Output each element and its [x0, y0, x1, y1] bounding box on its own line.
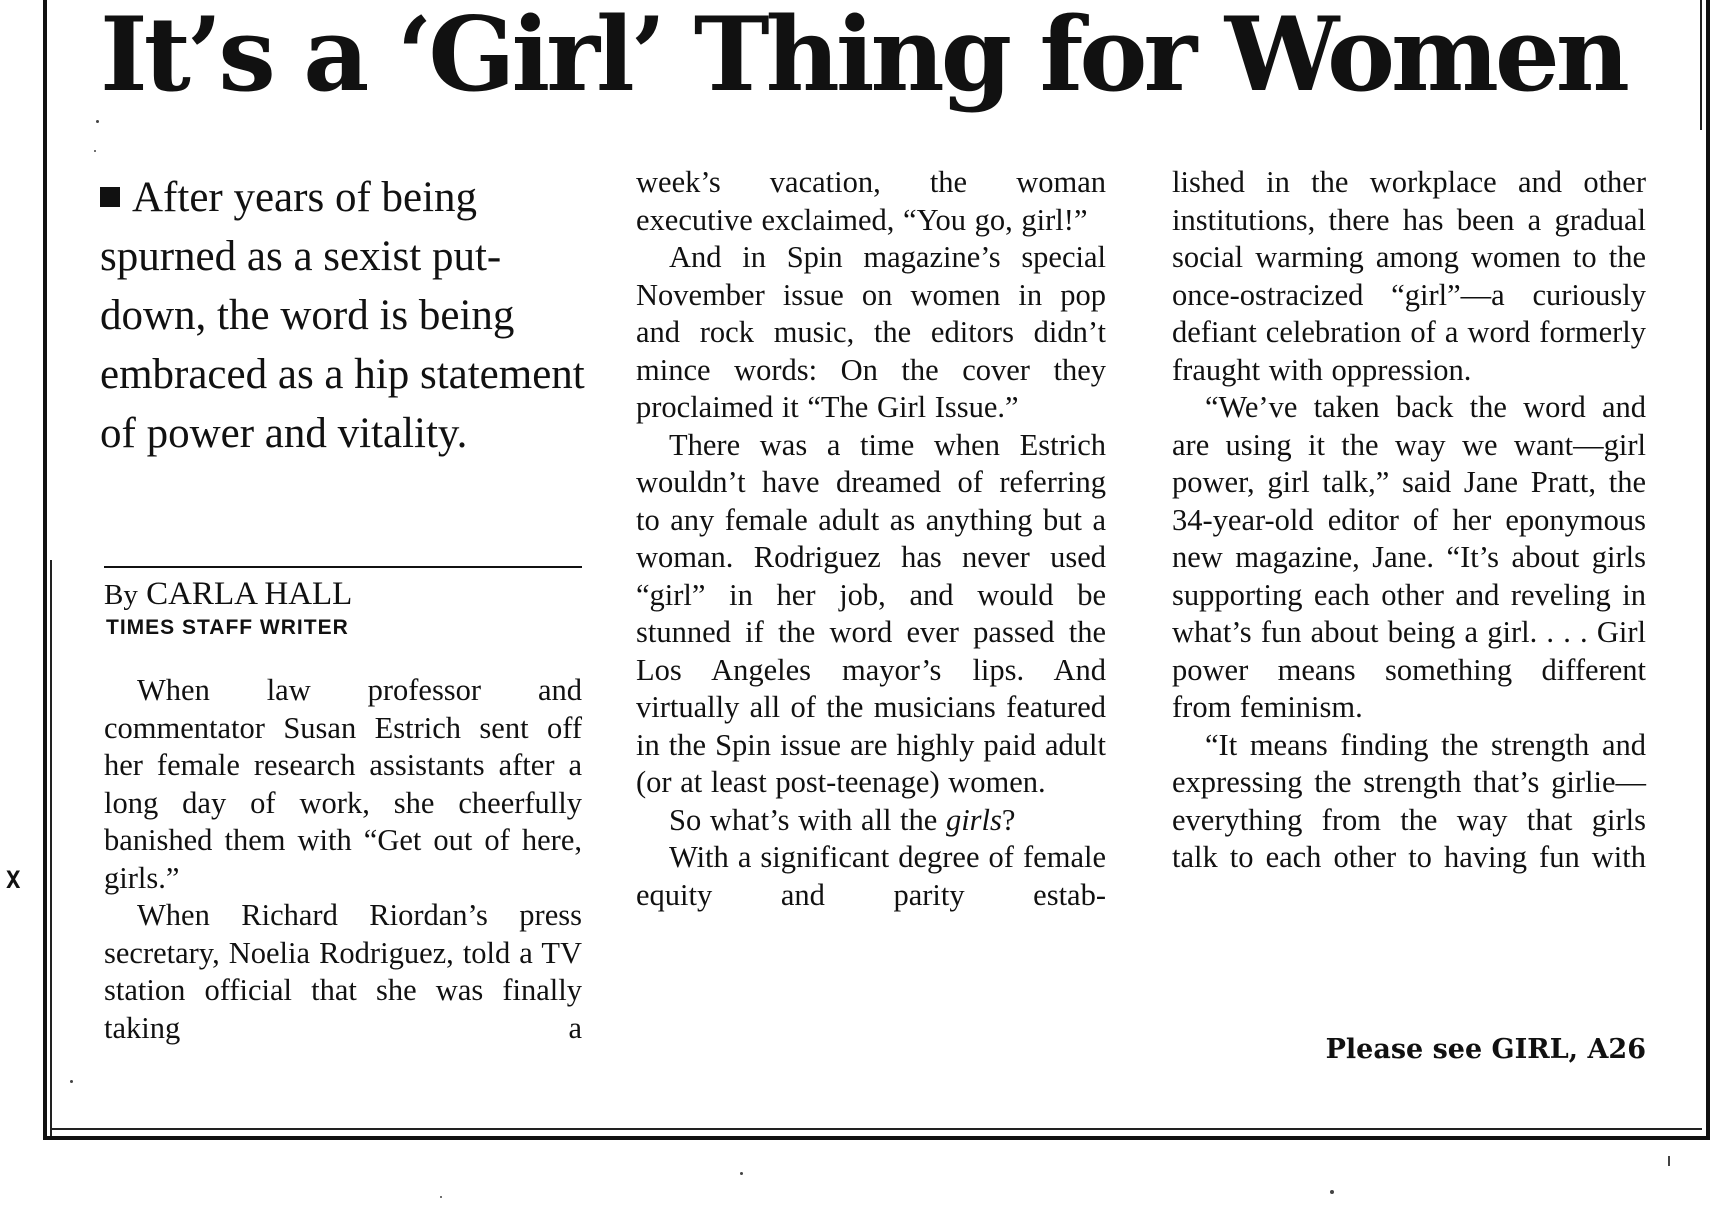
paragraph: When law professor and commentator Susan Estrich sent off her female research assistants after a long day of work, she cheerfully banished them with “Get out of here, girls.” [104, 673, 582, 895]
scan-speck [440, 1196, 442, 1198]
paragraph: “We’ve taken back the word and are using it the way we want—girl power, girl talk,” said Jane Pratt, the 34-year-old editor of her eponymous new magazine, Jane. “It’s about girls supporting each other and reveling in what’s fun about being a girl. . . . Girl power means something different from feminism. [1172, 390, 1646, 724]
byline-role: TIMES STAFF WRITER [106, 616, 349, 639]
border-left-inner [50, 560, 52, 1138]
border-bottom-inner [50, 1128, 1702, 1130]
paragraph: week’s vacation, the woman executive exclaimed, “You go, girl!” [636, 165, 1106, 237]
scan-speck [94, 150, 96, 152]
byline-name: CARLA HALL [146, 576, 353, 612]
border-bottom [43, 1136, 1710, 1140]
paragraph [636, 802, 1106, 840]
border-right [1706, 0, 1710, 1140]
paragraph: And in Spin magazine’s special November issue on women in pop and rock music, the editors didn’t mince words: On the cover they proclaimed it “The Girl Issue.” [636, 240, 1106, 424]
border-left [43, 0, 47, 1140]
paragraph: When Richard Riordan’s press secretary, Noelia Rodriguez, told a TV station official that she was finally taking a [104, 898, 582, 1045]
byline-rule [104, 566, 582, 568]
question-emphasis: girls [945, 802, 1002, 837]
deck-bullet [100, 187, 120, 207]
scan-speck [96, 120, 99, 123]
jump-line: Please see GIRL, A26 [1325, 1034, 1646, 1065]
scan-speck [740, 1172, 743, 1175]
byline-prefix: By [104, 579, 138, 611]
byline [104, 574, 352, 615]
column-1 [104, 672, 582, 1047]
headline: It’s a ‘Girl’ Thing for Women [100, 0, 1626, 115]
border-right-inner [1700, 0, 1702, 130]
paragraph: “It means finding the strength and expressing the strength that’s girlie—everything from the way that girls talk to each other to having fun with [1172, 727, 1646, 874]
deck [100, 168, 590, 463]
paragraph: There was a time when Estrich wouldn’t have dreamed of referring to any female adult as anything but a woman. Rodriguez has never used “girl” in her job, and would be stunned if the word ever passed the Los Angeles mayor’s lips. And virtually all of the musicians featured in the Spin issue are highly paid adult (or at least post-teenage) women. [636, 427, 1106, 799]
scan-speck [70, 1080, 73, 1083]
scan-speck [1668, 1156, 1670, 1166]
scan-speck [1330, 1190, 1334, 1194]
deck-text: After years of being spurned as a sexist put-down, the word is being embraced as a hip statement of power and vitality. [100, 174, 585, 457]
question-mark: ? [1001, 802, 1016, 837]
margin-mark: X [6, 866, 21, 894]
question-text: So what’s with all the [669, 802, 946, 837]
paragraph: lished in the workplace and other institutions, there has been a gradual social warming among women to the once-ostracized “girl”—a curiously defiant celebration of a word formerly fraught with oppression. [1172, 165, 1646, 387]
column-3 [1172, 164, 1646, 877]
column-2 [636, 164, 1106, 914]
paragraph: With a significant degree of female equity and parity estab- [636, 840, 1106, 912]
